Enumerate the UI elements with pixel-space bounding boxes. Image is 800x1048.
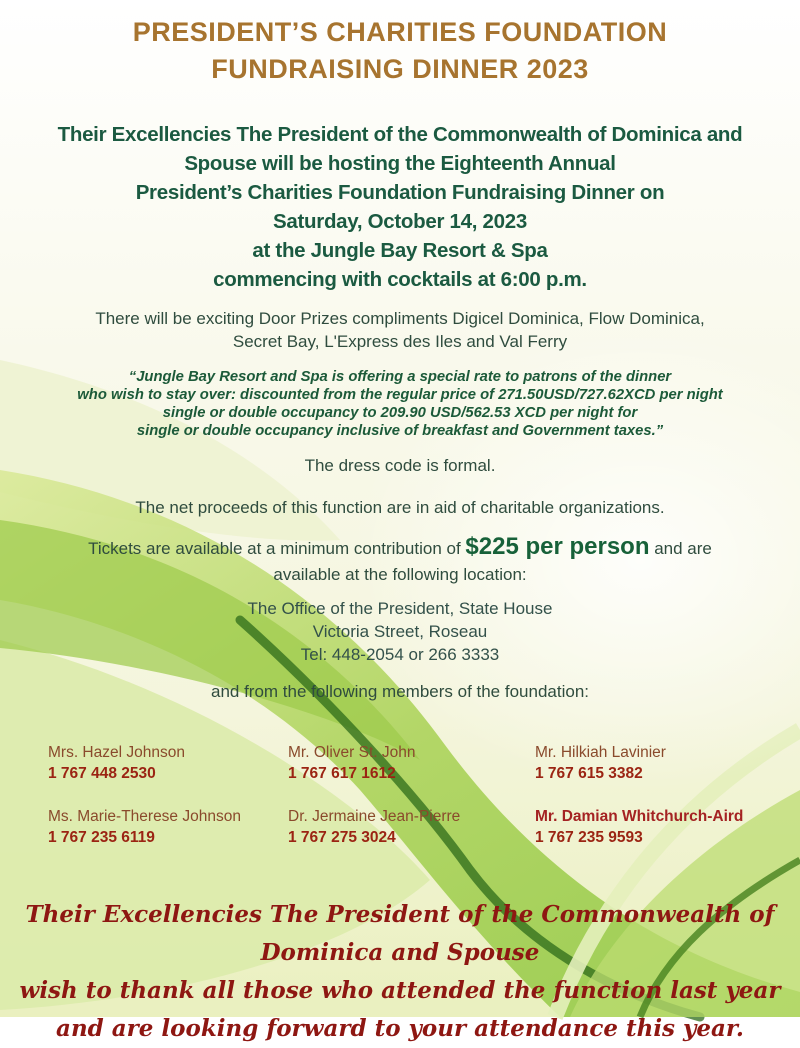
ticket-info-line-1 bbox=[0, 533, 800, 563]
address-line: Tel: 448-2054 or 266 3333 bbox=[300, 645, 500, 664]
contact-card bbox=[48, 806, 288, 848]
quote-line: single or double occupancy inclusive of breakfast and Government taxes.” bbox=[136, 423, 664, 439]
quote-line: single or double occupancy to 209.90 USD/562.53 XCD per night for bbox=[162, 405, 638, 421]
contact-card bbox=[48, 742, 288, 784]
contact-card bbox=[288, 742, 535, 784]
event-announcement bbox=[0, 120, 800, 294]
contact-name: Mr. Hilkiah Lavinier bbox=[535, 744, 666, 761]
announcement-line: commencing with cocktails at 6:00 p.m. bbox=[213, 268, 587, 291]
closing-line: and are looking forward to your attendance this year. bbox=[56, 1015, 744, 1042]
contact-name: Dr. Jermaine Jean-Pierre bbox=[288, 808, 461, 825]
announcement-line: Their Excellencies The President of the Commonwealth of Dominica and bbox=[57, 123, 743, 146]
contact-phone: 1 767 448 2530 bbox=[48, 765, 156, 782]
members-intro: and from the following members of the foundation: bbox=[211, 682, 589, 701]
contact-phone: 1 767 275 3024 bbox=[288, 829, 396, 846]
contact-phone: 1 767 617 1612 bbox=[288, 765, 396, 782]
contact-name: Ms. Marie-Therese Johnson bbox=[48, 808, 241, 825]
ticket-price: $225 per person bbox=[465, 533, 650, 560]
closing-thank-you-message bbox=[0, 896, 800, 1048]
title-line-1: PRESIDENT’S CHARITIES FOUNDATION bbox=[132, 17, 668, 47]
announcement-line: Saturday, October 14, 2023 bbox=[273, 210, 527, 233]
ticket-suffix-text: and are bbox=[649, 539, 712, 558]
ticket-prefix-text: Tickets are available at a minimum contribution of bbox=[88, 539, 466, 558]
door-prizes-line: Secret Bay, L'Express des Iles and Val Ferry bbox=[232, 332, 568, 351]
closing-line: Their Excellencies The President of the Commonwealth of Dominica and Spouse bbox=[25, 901, 775, 966]
contact-name: Mr. Oliver St. John bbox=[288, 744, 416, 761]
announcement-line: Spouse will be hosting the Eighteenth Annual bbox=[184, 152, 616, 175]
foundation-contacts-grid bbox=[48, 742, 784, 848]
announcement-line: President’s Charities Foundation Fundraising Dinner on bbox=[135, 181, 665, 204]
title-line-2: FUNDRAISING DINNER 2023 bbox=[211, 54, 589, 84]
contact-card bbox=[288, 806, 535, 848]
contact-phone: 1 767 235 6119 bbox=[48, 829, 155, 846]
contact-name: Mr. Damian Whitchurch-Aird bbox=[535, 808, 744, 825]
ticket-info-line-2: available at the following location: bbox=[273, 565, 527, 584]
contact-card bbox=[535, 742, 784, 784]
contact-phone: 1 767 615 3382 bbox=[535, 765, 643, 782]
closing-line: wish to thank all those who attended the function last year bbox=[19, 977, 781, 1004]
door-prizes-line: There will be exciting Door Prizes compliments Digicel Dominica, Flow Dominica, bbox=[95, 309, 705, 328]
ticket-info bbox=[0, 533, 800, 586]
contact-name: Mrs. Hazel Johnson bbox=[48, 744, 185, 761]
announcement-line: at the Jungle Bay Resort & Spa bbox=[252, 239, 548, 262]
door-prizes-note bbox=[0, 307, 800, 353]
contact-phone: 1 767 235 9593 bbox=[535, 829, 643, 846]
special-rate-quote bbox=[0, 368, 800, 440]
quote-line: “Jungle Bay Resort and Spa is offering a special rate to patrons of the dinner bbox=[128, 369, 672, 385]
quote-line: who wish to stay over: discounted from the regular price of 271.50USD/727.62XCD per night bbox=[77, 387, 723, 403]
address-line: Victoria Street, Roseau bbox=[312, 622, 488, 641]
dress-code-note: The dress code is formal. bbox=[304, 456, 496, 475]
net-proceeds-note: The net proceeds of this function are in aid of charitable organizations. bbox=[135, 498, 665, 517]
address-line: The Office of the President, State House bbox=[247, 599, 553, 618]
contact-card bbox=[535, 806, 784, 848]
ticket-location-address bbox=[0, 597, 800, 666]
page-title bbox=[0, 14, 800, 88]
